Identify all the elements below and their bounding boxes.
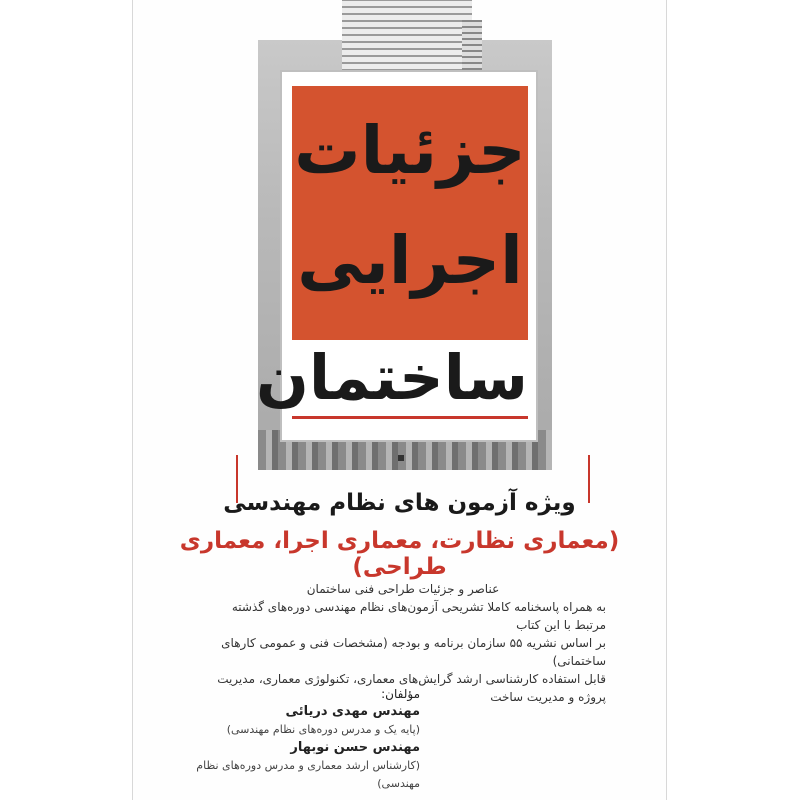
description-line: قابل استفاده کارشناسی ارشد گرایش‌های معماری، تکنولوژی معماری، مدیریت پروژه و مدیریت ساخت	[217, 672, 606, 704]
authors-label: مؤلفان:	[381, 687, 420, 701]
author-role: (پایه یک و مدرس دوره‌های نظام مهندسی)	[226, 723, 420, 736]
authors-block	[180, 685, 420, 793]
description-line: بر اساس نشریه ۵۵ سازمان برنامه و بودجه (مشخصات فنی و عمومی کارهای ساختمانی)	[221, 636, 606, 668]
author-role: (کارشناس ارشد معماری و مدرس دوره‌های نظام مهندسی)	[196, 759, 420, 790]
title-line-1: جزئیات	[294, 112, 526, 189]
description-heading: عناصر و جزئیات طراحی فنی ساختمان	[306, 582, 500, 596]
subtitle-line-2: (معماری نظارت، معماری اجرا، معماری طراحی)	[179, 528, 620, 580]
author-name: مهندس مهدی دریائی	[285, 704, 420, 719]
subtitle-line-1: ویژه آزمون های نظام مهندسی	[223, 490, 576, 516]
description-line: به همراه پاسخنامه کاملا تشریحی آزمون‌های نظام مهندسی دوره‌های گذشته مرتبط با این کتاب	[231, 600, 606, 632]
frame-tick-center	[398, 455, 404, 461]
author-name: مهندس حسن نوبهار	[290, 740, 420, 755]
title-line-3: ساختمان	[255, 341, 528, 414]
title-line-2: اجرایی	[297, 222, 523, 299]
